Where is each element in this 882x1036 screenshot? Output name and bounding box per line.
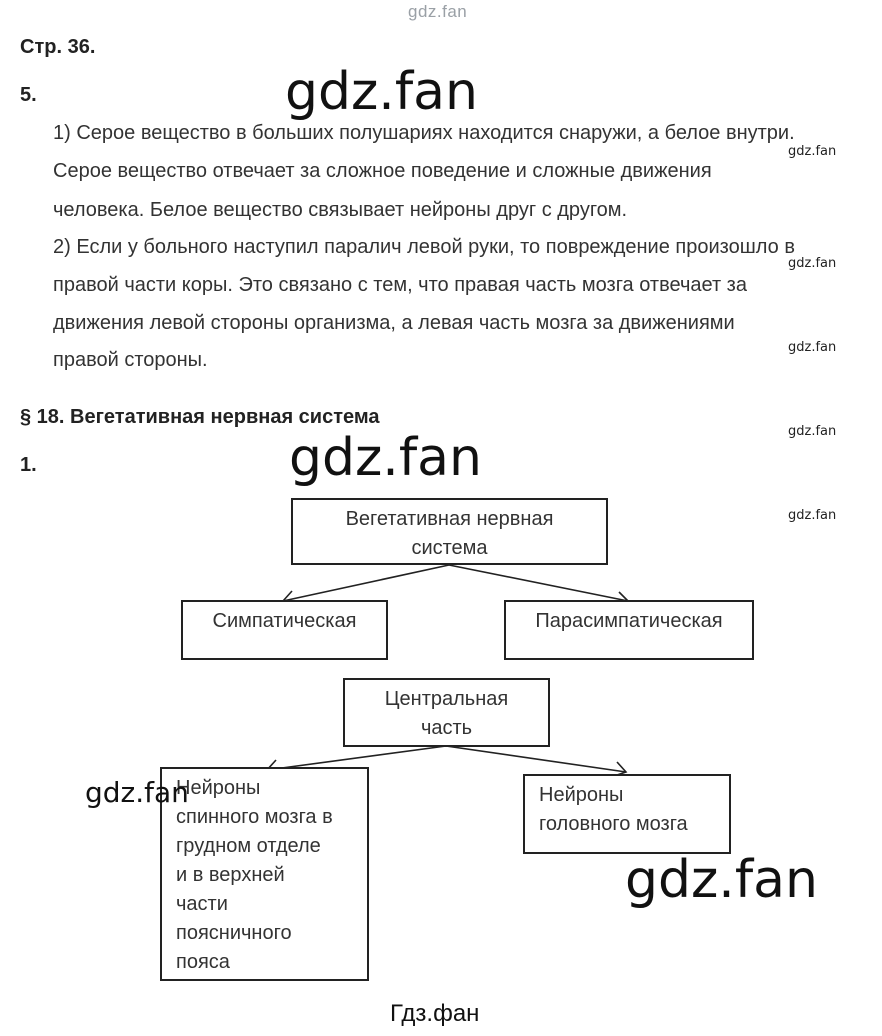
diagram-box-root bbox=[291, 498, 608, 565]
page-heading: Стр. 36. bbox=[20, 36, 96, 58]
watermark-top: gdz.fan bbox=[408, 2, 468, 21]
task-5-line-7: правой стороны. bbox=[53, 349, 208, 371]
spinal-line-7: пояса bbox=[176, 951, 230, 973]
brain-line-2: головного мозга bbox=[539, 813, 688, 835]
watermark-big-1: gdz.fan bbox=[285, 62, 478, 122]
task-5-line-2: Серое вещество отвечает за сложное поведение и сложные движения bbox=[53, 160, 712, 182]
arrow-to-parasympathetic bbox=[449, 565, 628, 601]
spinal-line-6: поясничного bbox=[176, 922, 292, 944]
diagram-box-spinal bbox=[160, 767, 369, 981]
spinal-line-1: Нейроны bbox=[176, 777, 261, 799]
footer-site-name: Гдз.фан bbox=[390, 1000, 480, 1027]
diagram-box-sympathetic bbox=[181, 600, 388, 660]
spinal-line-4: и в верхней bbox=[176, 864, 285, 886]
section-title: § 18. Вегетативная нервная система bbox=[20, 406, 380, 428]
watermark-small-1: gdz.fan bbox=[788, 144, 837, 159]
watermark-mid-left: gdz.fan bbox=[85, 776, 189, 809]
task-5-line-5: правой части коры. Это связано с тем, что правая часть мозга отвечает за bbox=[53, 274, 747, 296]
arrow-to-sympathetic bbox=[283, 565, 449, 601]
watermark-small-5: gdz.fan bbox=[788, 508, 837, 523]
central-line-2: часть bbox=[420, 717, 473, 739]
diagram-box-central bbox=[343, 678, 550, 747]
watermark-small-2: gdz.fan bbox=[788, 256, 837, 271]
central-line-1: Центральная bbox=[384, 688, 509, 710]
watermark-small-4: gdz.fan bbox=[788, 424, 837, 439]
task-5-line-6: движения левой стороны организма, а левая часть мозга за движениями bbox=[53, 312, 735, 334]
sympathetic-label: Симпатическая bbox=[212, 610, 357, 632]
task-5-line-3: человека. Белое вещество связывает нейроны друг с другом. bbox=[53, 199, 628, 221]
watermark-big-2: gdz.fan bbox=[289, 428, 482, 488]
parasympathetic-label: Парасимпатическая bbox=[535, 610, 723, 632]
spinal-line-3: грудном отделе bbox=[176, 835, 321, 857]
brain-line-1: Нейроны bbox=[539, 784, 624, 806]
watermark-big-3: gdz.fan bbox=[625, 850, 818, 910]
task-5-line-1: 1) Серое вещество в больших полушариях находится снаружи, а белое внутри. bbox=[53, 122, 795, 144]
spinal-line-2: спинного мозга в bbox=[176, 806, 333, 828]
arrow-to-brain bbox=[446, 746, 626, 772]
diagram-box-brain bbox=[523, 774, 731, 854]
spinal-line-5: части bbox=[176, 893, 228, 915]
task-1-number: 1. bbox=[20, 454, 37, 476]
root-line-2: система bbox=[411, 537, 488, 559]
task-5-number: 5. bbox=[20, 84, 37, 106]
task-5-line-4: 2) Если у больного наступил паралич левой руки, то повреждение произошло в bbox=[53, 236, 795, 258]
diagram-box-parasympathetic bbox=[504, 600, 754, 660]
watermark-small-3: gdz.fan bbox=[788, 340, 837, 355]
root-line-1: Вегетативная нервная bbox=[345, 508, 554, 530]
